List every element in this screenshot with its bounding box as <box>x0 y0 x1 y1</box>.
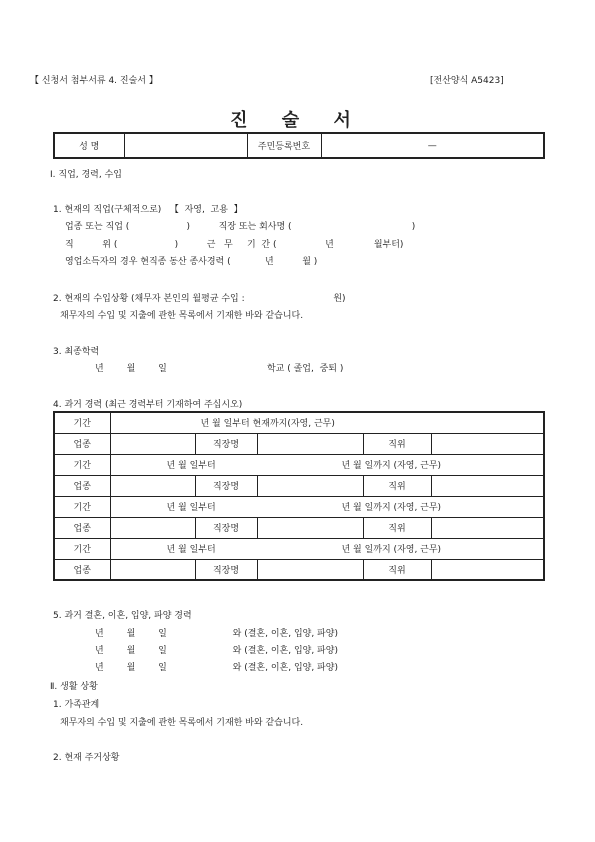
position-field[interactable] <box>431 559 544 580</box>
company-field[interactable] <box>257 475 363 496</box>
attachment-note: 【 신청서 첨부서류 4. 진술서 】 <box>30 76 158 86</box>
form-code: [전산양식 A5423] <box>430 76 504 86</box>
industry-field[interactable] <box>110 475 195 496</box>
education-heading: 3. 최종학력 <box>53 347 100 357</box>
name-field[interactable] <box>124 133 247 158</box>
education-line: 년 월 일 학교 ( 졸업, 중퇴 ) <box>95 364 344 374</box>
period-field[interactable] <box>110 454 544 475</box>
industry-field[interactable] <box>110 517 195 538</box>
career-detail-row <box>54 559 544 580</box>
position-label: 직위 <box>363 475 431 496</box>
period-to: 년 월 일까지 (자영, 근무) <box>341 545 442 555</box>
position-label: 직위 <box>363 517 431 538</box>
period-from: 년 월 일부터 <box>166 545 216 555</box>
company-label: 직장명 <box>195 433 257 454</box>
company-field[interactable] <box>257 433 363 454</box>
period-to: 년 월 일까지 (자영, 근무) <box>341 503 442 513</box>
industry-label: 업종 <box>54 433 110 454</box>
position-field[interactable] <box>431 433 544 454</box>
position-label: 직위 <box>363 433 431 454</box>
marriage-line: 년 월 일 와 (결혼, 이혼, 입양, 파양) <box>95 646 338 656</box>
career-detail-row <box>54 433 544 454</box>
family-heading: 1. 가족관계 <box>53 700 100 710</box>
period-label: 기간 <box>54 454 110 475</box>
career-period-row <box>54 412 544 433</box>
position-field[interactable] <box>431 475 544 496</box>
family-line: 채무자의 수입 및 지출에 관한 목록에서 기재한 바와 같습니다. <box>60 718 304 728</box>
career-heading: 4. 과거 경력 (최근 경력부터 기재하여 주십시오) <box>53 400 243 410</box>
career-period-row <box>54 454 544 475</box>
industry-label: 업종 <box>54 475 110 496</box>
marriage-line: 년 월 일 와 (결혼, 이혼, 입양, 파양) <box>95 629 338 639</box>
position-label: 직위 <box>363 559 431 580</box>
marriage-line: 년 월 일 와 (결혼, 이혼, 입양, 파양) <box>95 663 338 673</box>
job-line-experience: 영업소득자의 경우 현직종 동산 종사경력 ( 년 월 ) <box>65 257 318 267</box>
industry-field[interactable] <box>110 559 195 580</box>
rrn-dash: — <box>427 140 437 151</box>
name-label: 성 명 <box>54 133 124 158</box>
marriage-heading: 5. 과거 결혼, 이혼, 입양, 파양 경력 <box>53 611 192 621</box>
career-detail-row <box>54 475 544 496</box>
industry-field[interactable] <box>110 433 195 454</box>
rrn-field[interactable] <box>321 133 544 158</box>
job-line-industry: 업종 또는 직업 ( ) 직장 또는 회사명 ( ) <box>65 222 416 232</box>
section-1-heading: Ⅰ. 직업, 경력, 수입 <box>50 170 122 180</box>
period-from: 년 월 일부터 <box>166 461 216 471</box>
income-line: 채무자의 수입 및 지출에 관한 목록에서 기재한 바와 같습니다. <box>60 311 304 321</box>
job-line-position: 직 위 ( ) 근 무 기 간 ( 년 월부터) <box>65 240 404 250</box>
income-heading: 2. 현재의 수입상황 (채무자 본인의 월평균 수입 : 원) <box>53 294 346 304</box>
career-table <box>53 411 545 581</box>
career-period-row <box>54 496 544 517</box>
identity-table <box>53 132 545 159</box>
job-heading: 1. 현재의 직업(구체적으로) 【 자영, 고용 】 <box>53 205 243 215</box>
industry-label: 업종 <box>54 559 110 580</box>
position-field[interactable] <box>431 517 544 538</box>
company-label: 직장명 <box>195 475 257 496</box>
period-field[interactable] <box>110 538 544 559</box>
period-label: 기간 <box>54 412 110 433</box>
company-field[interactable] <box>257 517 363 538</box>
section-2-heading: Ⅱ. 생활 상황 <box>50 682 98 692</box>
period-label: 기간 <box>54 496 110 517</box>
period-field[interactable] <box>110 496 544 517</box>
period-field[interactable]: 년 월 일부터 현재까지(자영, 근무) <box>110 412 544 433</box>
company-label: 직장명 <box>195 559 257 580</box>
industry-label: 업종 <box>54 517 110 538</box>
period-to: 년 월 일까지 (자영, 근무) <box>341 461 442 471</box>
period-from: 년 월 일부터 <box>166 503 216 513</box>
period-label: 기간 <box>54 538 110 559</box>
career-period-row <box>54 538 544 559</box>
document-title: 진 술 서 <box>230 110 365 131</box>
career-detail-row <box>54 517 544 538</box>
residence-heading: 2. 현재 주거상황 <box>53 753 120 763</box>
company-field[interactable] <box>257 559 363 580</box>
rrn-label: 주민등록번호 <box>247 133 321 158</box>
company-label: 직장명 <box>195 517 257 538</box>
